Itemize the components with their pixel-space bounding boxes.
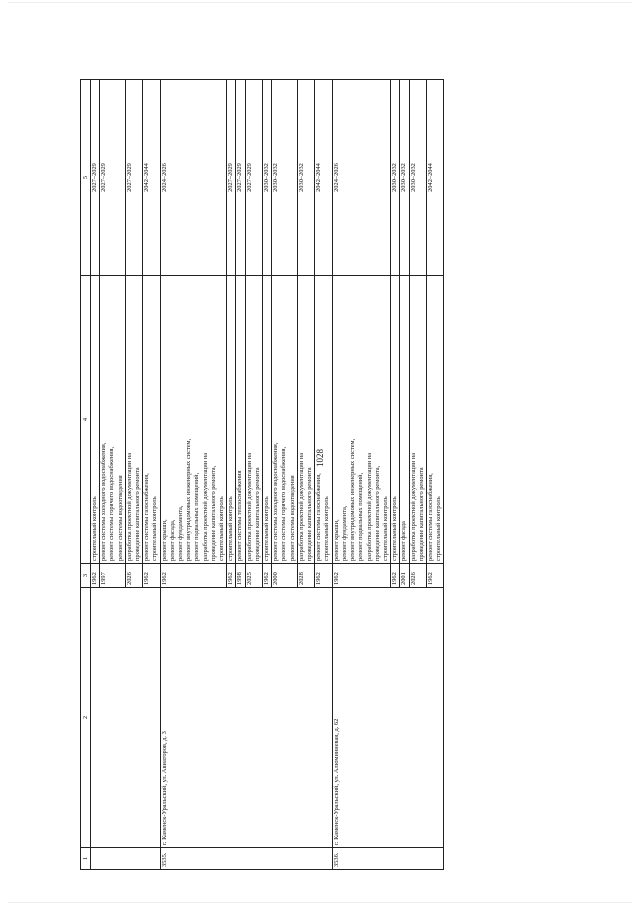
work-line: ремонт системы холодного водоснабжения, — [100, 442, 108, 561]
work-line: проведение капитального ремонта, — [373, 465, 381, 561]
work-line: ремонт фасада — [400, 521, 408, 561]
work-line: проведение капитального ремонта — [306, 467, 314, 561]
work-line: ремонт системы водоотведения — [288, 475, 296, 561]
work-line: ремонт фасада, — [168, 519, 176, 561]
address-cell — [91, 588, 161, 848]
year-cell: 1998 — [236, 564, 245, 588]
year-cell: 1997 — [100, 564, 126, 588]
year-cell: 1962 — [332, 564, 390, 588]
work-line: проведение капитального ремонта — [134, 467, 142, 561]
header-cell: 5 — [81, 80, 91, 276]
work-line: ремонт системы газоснабжения, — [143, 473, 151, 561]
work-line: ремонт системы газоснабжения, — [426, 473, 434, 561]
header-cell: 3 — [81, 564, 91, 588]
period-cell: 2027–2029 — [236, 80, 245, 276]
period-cell: 2027–2029 — [100, 80, 126, 276]
work-line: ремонт системы газоснабжения, — [315, 473, 323, 561]
work-types-cell — [227, 276, 236, 564]
address-cell: г. Каменск-Уральский, ул. Алюминиевая, д. 62 — [332, 588, 444, 848]
work-line: строительный контроль — [381, 496, 389, 561]
year-cell: 2028 — [297, 564, 314, 588]
work-line: ремонт фундамента, — [177, 505, 185, 561]
table-row — [91, 80, 100, 870]
work-line: ремонт системы теплоснабжения — [236, 470, 244, 561]
entry-number: 3535. — [160, 848, 332, 870]
work-types-cell — [236, 276, 245, 564]
work-line: ремонт фундамента, — [340, 505, 348, 561]
work-line: разработка проектной документации на — [297, 452, 305, 561]
work-types-cell — [143, 276, 160, 564]
work-line: ремонт системы холодного водоснабжения, — [272, 442, 280, 561]
work-line: проведение капитального ремонта, — [209, 465, 217, 561]
period-cell: 2024–2026 — [332, 80, 390, 276]
work-types-cell — [263, 276, 272, 564]
year-cell: 1962 — [315, 564, 332, 588]
work-line: разработка проектной документации на — [409, 452, 417, 561]
table-header-row — [81, 80, 91, 870]
table-row — [332, 80, 390, 870]
work-types-cell — [391, 276, 400, 564]
work-line: строительный контроль — [323, 496, 331, 561]
work-types-cell — [272, 276, 298, 564]
period-cell: 2030–2032 — [409, 80, 426, 276]
year-cell: 1962 — [263, 564, 272, 588]
work-line: ремонт подвальных помещений, — [357, 472, 365, 561]
work-line: ремонт внутридомовых инженерных систем, — [185, 438, 193, 561]
work-line: разработка проектной документации на — [201, 452, 209, 561]
page-number: 1028 — [315, 449, 325, 467]
header-cell: 2 — [81, 588, 91, 848]
work-line: строительный контроль — [435, 496, 443, 561]
work-line: строительный контроль — [151, 496, 159, 561]
year-cell: 2000 — [272, 564, 298, 588]
period-cell: 2027–2029 — [227, 80, 236, 276]
work-line: проведение капитального ремонта — [253, 467, 261, 561]
work-line: строительный контроль — [391, 496, 399, 561]
work-types-cell — [332, 276, 390, 564]
period-cell: 2042–2044 — [143, 80, 160, 276]
scan-edge-bottom — [8, 902, 632, 903]
year-cell: 1962 — [91, 564, 100, 588]
work-types-cell — [91, 276, 100, 564]
work-line: ремонт подвальных помещений, — [193, 472, 201, 561]
year-cell: 1962 — [160, 564, 227, 588]
work-line: проведение капитального ремонта — [417, 467, 425, 561]
work-line: разработка проектной документации на — [125, 452, 133, 561]
entry-number — [91, 848, 161, 870]
work-types-cell — [245, 276, 262, 564]
year-cell: 1962 — [143, 564, 160, 588]
work-types-cell — [426, 276, 443, 564]
period-cell: 2030–2032 — [297, 80, 314, 276]
year-cell: 2026 — [125, 564, 142, 588]
year-cell: 2001 — [400, 564, 409, 588]
work-types-cell — [400, 276, 409, 564]
work-line: строительный контроль — [91, 496, 98, 561]
work-line: строительный контроль — [227, 496, 235, 561]
period-cell: 2030–2032 — [272, 80, 298, 276]
period-cell: 2024–2026 — [160, 80, 227, 276]
year-cell: 2025 — [245, 564, 262, 588]
header-cell: 4 — [81, 276, 91, 564]
year-cell: 1962 — [426, 564, 443, 588]
period-cell: 2027–2029 — [245, 80, 262, 276]
work-types-cell — [125, 276, 142, 564]
period-cell: 2030–2032 — [400, 80, 409, 276]
address-cell: г. Каменск-Уральский, ул. Авиаторов, д. 3 — [160, 588, 332, 848]
work-line: строительный контроль — [218, 496, 226, 561]
work-line: разработка проектной документации на — [245, 452, 253, 561]
year-cell: 2026 — [409, 564, 426, 588]
work-types-cell — [409, 276, 426, 564]
work-line: строительный контроль — [263, 496, 271, 561]
period-cell: 2027–2029 — [125, 80, 142, 276]
work-line: ремонт внутридомовых инженерных систем, — [349, 438, 357, 561]
work-line: разработка проектной документации на — [365, 452, 373, 561]
work-types-cell — [297, 276, 314, 564]
entry-number: 3536. — [332, 848, 444, 870]
work-line: ремонт системы горячего водоснабжения, — [108, 446, 116, 561]
work-types-cell — [315, 276, 332, 564]
work-line: ремонт крыши, — [332, 519, 340, 561]
year-cell: 1962 — [227, 564, 236, 588]
work-line: ремонт крыши, — [160, 519, 168, 561]
period-cell: 2027–2029 — [91, 80, 100, 276]
period-cell: 2030–2032 — [391, 80, 400, 276]
period-cell: 2042–2044 — [315, 80, 332, 276]
period-cell: 2042–2044 — [426, 80, 443, 276]
header-cell: 1 — [81, 848, 91, 870]
work-types-cell — [100, 276, 126, 564]
year-cell: 1962 — [391, 564, 400, 588]
period-cell: 2030–2032 — [263, 80, 272, 276]
repair-schedule-table — [80, 79, 444, 870]
work-line: ремонт системы водоотведения — [116, 475, 124, 561]
work-line: ремонт системы горячего водоснабжения, — [280, 446, 288, 561]
rotated-table-container — [80, 80, 606, 870]
scan-edge-top — [8, 2, 632, 3]
table-row — [160, 80, 227, 870]
work-types-cell — [160, 276, 227, 564]
